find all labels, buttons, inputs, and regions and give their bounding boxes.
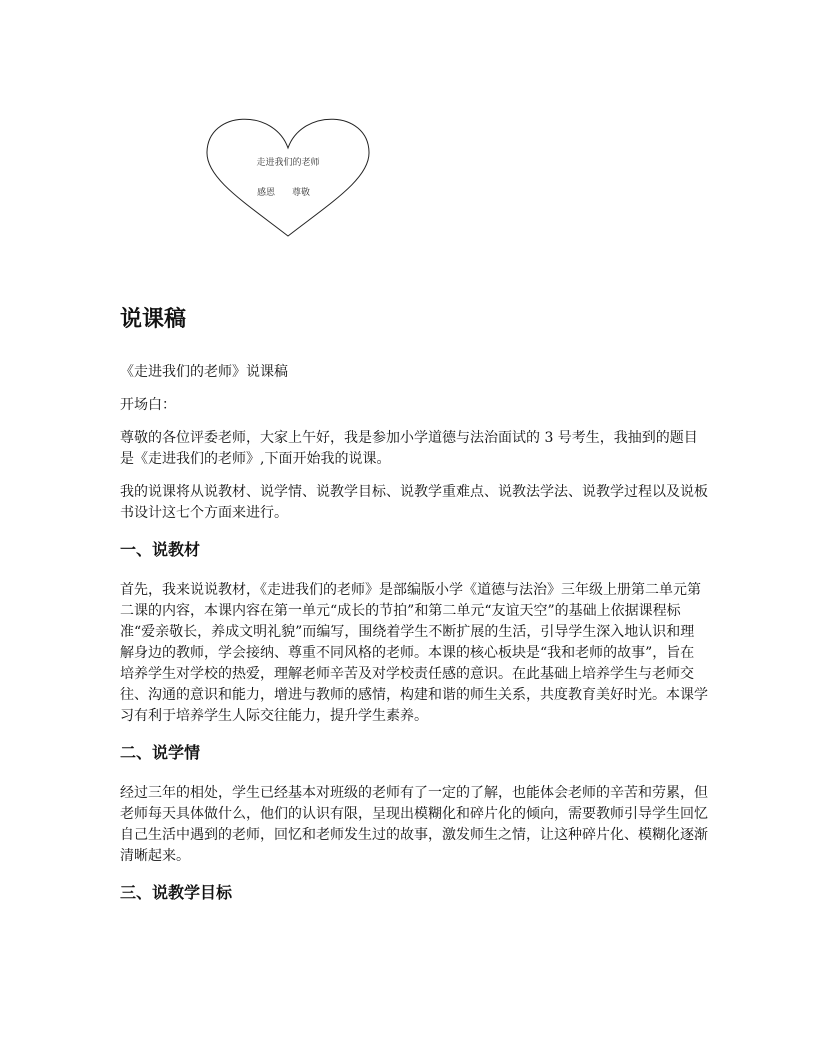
section-heading-learners: 二、说学情 [120,743,201,762]
overview-paragraph: 我的说课将从说教材、说学情、说教学目标、说教学重难点、说教法学法、说教学过程以及说板书设计这七个方面来进行。 [120,484,708,521]
heart-illustration [200,112,376,240]
document-body [120,302,708,923]
document-subtitle: 《走进我们的老师》说课稿 [120,364,288,380]
heart-caption: 走进我们的老师 [256,158,320,168]
section-body-learners: 经过三年的相处，学生已经基本对班级的老师有了一定的了解，也能体会老师的辛苦和劳累，但老师每天具体做什么，他们的认识有限，呈现出模糊化和碎片化的倾向，需要教师引导学生回忆自己生活中遇到的老师，回忆和老师发生过的故事，激发师生之情，让这种碎片化、模糊化逐渐清晰起来。 [120,785,708,864]
heart-word-right: 尊敬 [292,188,311,198]
opening-label: 开场白： [120,397,176,413]
section-heading-textbook: 一、说教材 [120,540,201,559]
page-title: 说课稿 [120,307,187,332]
heart-outline [200,112,376,240]
section-heading-objectives: 三、说教学目标 [120,883,233,902]
heart-word-left: 感恩 [257,188,276,198]
section-body-textbook: 首先，我来说说教材，《走进我们的老师》是部编版小学《道德与法治》三年级上册第二单元第二课的内容，本课内容在第一单元“成长的节拍”和第二单元“友谊天空”的基础上依据课程标准“爱亲敬长，养成文明礼貌”而编写，围绕着学生不断扩展的生活，引导学生深入地认识和理解身边的教师，学会接纳、尊重不同风格的老师。本课的核心板块是“我和老师的故事”，旨在培养学生对学校的热爱，理解老师辛苦及对学校责任感的意识。在此基础上培养学生与老师交往、沟通的意识和能力，增进与教师的感情，构建和谐的师生关系，共度教育美好时光。本课学习有利于培养学生人际交往能力，提升学生素养。 [120,582,708,724]
greeting-paragraph: 尊敬的各位评委老师，大家上午好，我是参加小学道德与法治面试的 3 号考生，我抽到的题目是《走进我们的老师》,下面开始我的说课。 [120,430,698,467]
